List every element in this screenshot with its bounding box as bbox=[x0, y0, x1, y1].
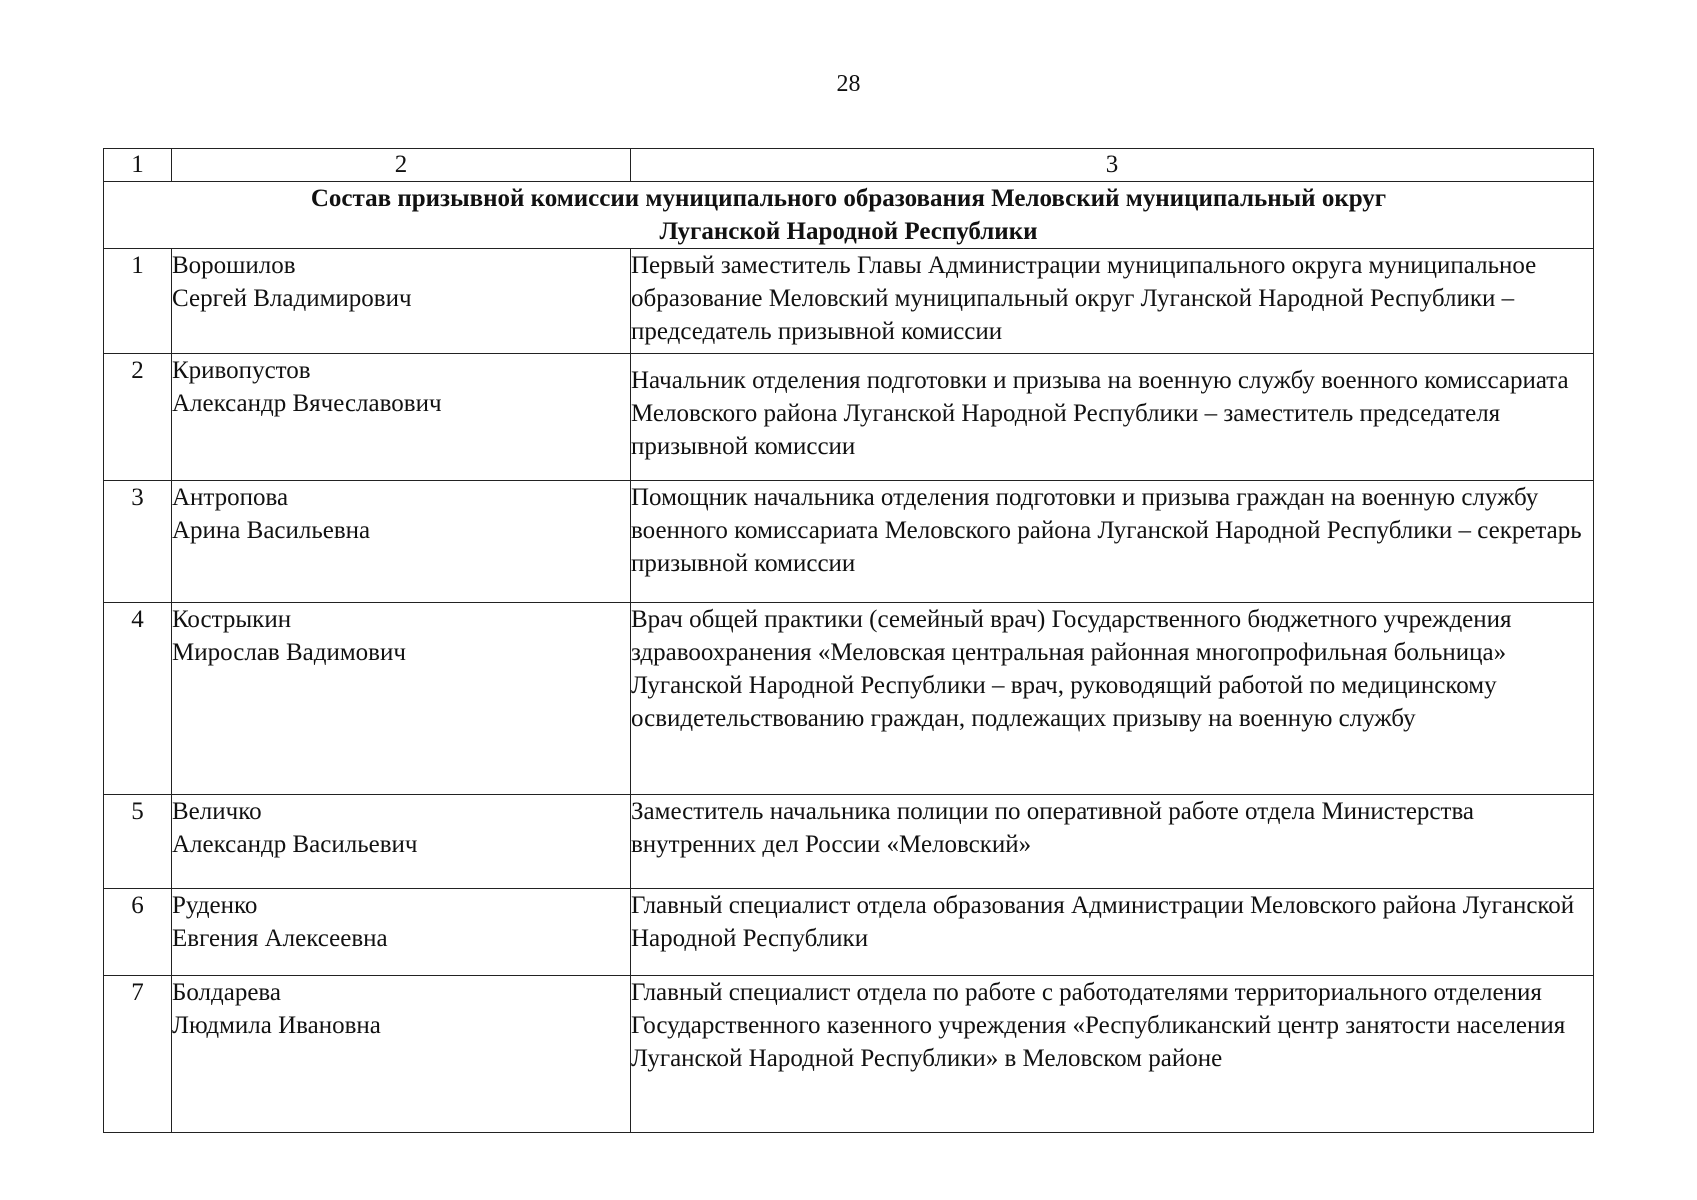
member-name bbox=[172, 249, 631, 354]
section-title-line-1: Состав призывной комиссии муниципального образования Меловский муниципальный округ bbox=[310, 185, 1387, 212]
column-number-3: 3 bbox=[631, 149, 1594, 182]
member-surname: Ворошилов bbox=[172, 252, 296, 279]
row-number: 1 bbox=[104, 249, 172, 354]
member-surname: Кострыкин bbox=[172, 606, 292, 633]
table-row bbox=[104, 249, 1594, 354]
member-given-names: Мирослав Вадимович bbox=[172, 639, 406, 666]
commission-table bbox=[103, 148, 1594, 1133]
member-position: Помощник начальника отделения подготовки и призыва граждан на военную службу военного комиссариата Меловского района Луганской Народной Республики – секретарь призывной комиссии bbox=[631, 481, 1594, 603]
member-name bbox=[172, 889, 631, 976]
member-name bbox=[172, 603, 631, 795]
page-number: 28 bbox=[836, 71, 861, 97]
row-number: 6 bbox=[104, 889, 172, 976]
member-surname: Величко bbox=[172, 798, 262, 825]
member-position: Главный специалист отдела образования Администрации Меловского района Луганской Народной Республики bbox=[631, 889, 1594, 976]
table-row bbox=[104, 976, 1594, 1133]
member-name bbox=[172, 795, 631, 889]
member-name bbox=[172, 354, 631, 481]
row-number: 3 bbox=[104, 481, 172, 603]
member-surname: Болдарева bbox=[172, 979, 281, 1006]
member-position: Начальник отделения подготовки и призыва на военную службу военного комиссариата Меловского района Луганской Народной Республики – заместитель председателя призывной комиссии bbox=[631, 354, 1594, 481]
table-row bbox=[104, 481, 1594, 603]
member-given-names: Сергей Владимирович bbox=[172, 285, 412, 312]
member-given-names: Арина Васильевна bbox=[172, 517, 371, 544]
table-row bbox=[104, 354, 1594, 481]
column-number-2: 2 bbox=[172, 149, 631, 182]
member-surname: Кривопустов bbox=[172, 357, 311, 384]
table-row bbox=[104, 795, 1594, 889]
row-number: 4 bbox=[104, 603, 172, 795]
member-given-names: Людмила Ивановна bbox=[172, 1012, 381, 1039]
section-title-row bbox=[104, 182, 1594, 249]
member-position: Первый заместитель Главы Администрации муниципального округа муниципальное образование Меловский муниципальный округ Луганской Народной Республики – председатель призывной комиссии bbox=[631, 249, 1594, 354]
column-number-1: 1 bbox=[104, 149, 172, 182]
section-title bbox=[104, 182, 1594, 249]
table-row bbox=[104, 603, 1594, 795]
member-name bbox=[172, 976, 631, 1133]
member-given-names: Евгения Алексеевна bbox=[172, 925, 388, 952]
row-number: 5 bbox=[104, 795, 172, 889]
member-given-names: Александр Васильевич bbox=[172, 831, 418, 858]
member-name bbox=[172, 481, 631, 603]
member-given-names: Александр Вячеславович bbox=[172, 390, 442, 417]
member-position: Врач общей практики (семейный врач) Государственного бюджетного учреждения здравоохранения «Меловская центральная районная многопрофильная больница» Луганской Народной Республики – врач, руководящий работой по медицинскому освидетельствованию граждан, подлежащих призыву на военную службу bbox=[631, 603, 1594, 795]
member-position: Главный специалист отдела по работе с работодателями территориального отделения Государственного казенного учреждения «Республиканский центр занятости населения Луганской Народной Республики» в Меловском районе bbox=[631, 976, 1594, 1133]
row-number: 2 bbox=[104, 354, 172, 481]
member-position: Заместитель начальника полиции по оперативной работе отдела Министерства внутренних дел России «Меловский» bbox=[631, 795, 1594, 889]
section-title-line-2: Луганской Народной Республики bbox=[659, 218, 1038, 245]
row-number: 7 bbox=[104, 976, 172, 1133]
table-row bbox=[104, 889, 1594, 976]
member-surname: Антропова bbox=[172, 484, 289, 511]
member-surname: Руденко bbox=[172, 892, 258, 919]
column-number-row bbox=[104, 149, 1594, 182]
